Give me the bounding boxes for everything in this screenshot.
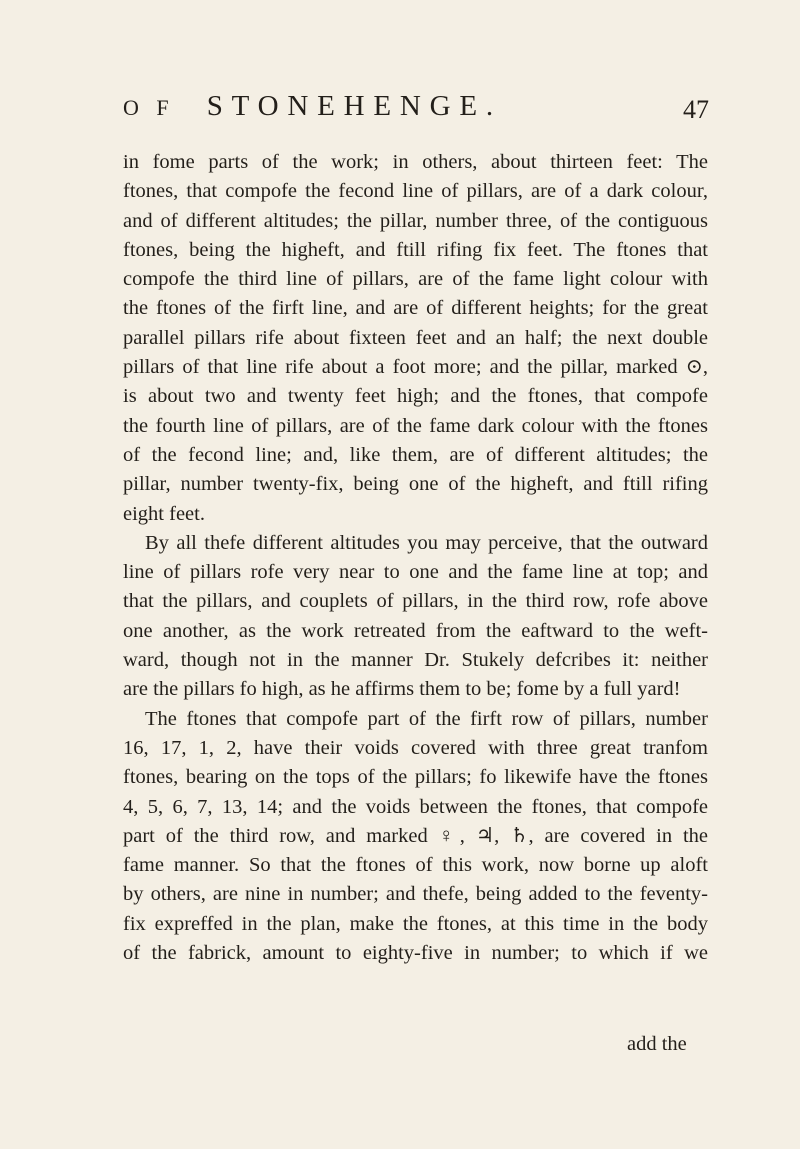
text-line: one another, as the work retreated from the eaftward to the weft- bbox=[123, 619, 708, 642]
text-line: part of the third row, and marked ♀, ♃, ♄, are covered in the bbox=[123, 824, 708, 847]
page-number: 47 bbox=[683, 95, 709, 124]
text-line: 16, 17, 1, 2, have their voids covered with three great tranfom bbox=[123, 736, 708, 759]
text-line: the ftones of the firft line, and are of different heights; for the great bbox=[123, 297, 708, 320]
text-line: are the pillars fo high, as he affirms them to be; fome by a full yard! bbox=[123, 678, 681, 701]
text-line: line of pillars rofe very near to one and the fame line at top; and bbox=[123, 561, 708, 584]
text-line: of the fabrick, amount to eighty-five in number; to which if we bbox=[123, 942, 708, 965]
running-title bbox=[123, 86, 683, 128]
text-line: pillars of that line rife about a foot more; and the pillar, marked ⊙, bbox=[123, 356, 708, 379]
text-line: 4, 5, 6, 7, 13, 14; and the voids between the ftones, that compofe bbox=[123, 795, 708, 818]
text-line: and of different altitudes; the pillar, number three, of the contiguous bbox=[123, 209, 708, 232]
text-line: ftones, that compofe the fecond line of pillars, are of a dark colour, bbox=[123, 180, 708, 203]
text-line: the fourth line of pillars, are of the fame dark colour with the ftones bbox=[123, 414, 708, 437]
text-line: fix expreffed in the plan, make the ftones, at this time in the body bbox=[123, 912, 708, 935]
text-line: The ftones that compofe part of the firft row of pillars, number bbox=[145, 707, 708, 730]
text-line: eight feet. bbox=[123, 502, 205, 525]
text-line: compofe the third line of pillars, are of the fame light colour with bbox=[123, 268, 708, 291]
page-header bbox=[0, 86, 800, 126]
running-title-prefix: O F bbox=[123, 95, 175, 120]
text-line: ward, though not in the manner Dr. Stukely defcribes it: neither bbox=[123, 649, 708, 672]
body-text bbox=[123, 148, 708, 968]
text-line: by others, are nine in number; and thefe, being added to the feventy- bbox=[123, 883, 708, 906]
text-line: that the pillars, and couplets of pillars, in the third row, rofe above bbox=[123, 590, 708, 613]
text-line: fame manner. So that the ftones of this work, now borne up aloft bbox=[123, 854, 708, 877]
text-line: pillar, number twenty-fix, being one of the higheft, and ftill rifing bbox=[123, 473, 708, 496]
text-line: By all thefe different altitudes you may perceive, that the outward bbox=[145, 531, 708, 554]
catchword: add the bbox=[627, 1033, 687, 1055]
text-line: ftones, bearing on the tops of the pillars; fo likewife have the ftones bbox=[123, 766, 708, 789]
text-line: in fome parts of the work; in others, about thirteen feet: The bbox=[123, 151, 708, 173]
running-title-main: STONEHENGE. bbox=[206, 90, 502, 122]
text-line: ftones, being the higheft, and ftill rifing fix feet. The ftones that bbox=[123, 238, 708, 261]
text-line: parallel pillars rife about fixteen feet and an half; the next double bbox=[123, 326, 708, 349]
text-line: of the fecond line; and, like them, are of different altitudes; the bbox=[123, 443, 708, 466]
text-line: is about two and twenty feet high; and the ftones, that compofe bbox=[123, 385, 708, 408]
